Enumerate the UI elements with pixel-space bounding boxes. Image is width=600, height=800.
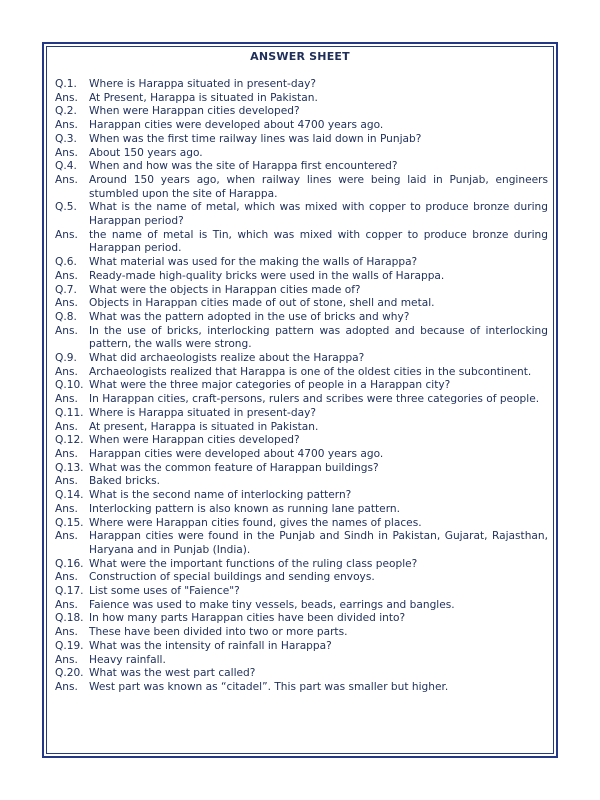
question-text: What was the pattern adopted in the use of bricks and why? <box>89 310 410 323</box>
answer-label: Ans. <box>55 146 78 159</box>
answer-row <box>55 393 548 407</box>
question-text: What was the west part called? <box>89 667 256 680</box>
question-number: Q.20. <box>55 667 84 680</box>
answer-label: Ans. <box>55 447 78 460</box>
answer-text: Construction of special buildings and sending envoys. <box>89 571 375 584</box>
question-number: Q.14. <box>55 489 84 502</box>
answer-label: Ans. <box>55 420 78 433</box>
answer-text: West part was known as “citadel”. This part was smaller but higher. <box>89 680 449 693</box>
question-text: Where is Harappa situated in present-day? <box>89 78 316 90</box>
question-text: When was the first time railway lines was laid down in Punjab? <box>89 132 422 145</box>
answer-label: Ans. <box>55 475 78 488</box>
answer-row <box>55 229 548 256</box>
answer-label: Ans. <box>55 530 78 543</box>
question-text: When were Harappan cities developed? <box>89 434 300 447</box>
question-text: Where is Harappa situated in present-day? <box>89 406 316 419</box>
answer-text: Around 150 years ago, when railway lines were being laid in Punjab, engineers stumbled upon the site of Harappa. <box>89 173 548 200</box>
question-number: Q.19. <box>55 639 84 652</box>
answer-text: Harappan cities were found in the Punjab and Sindh in Pakistan, Gujarat, Rajasthan, Haryana and in Punjab (India). <box>89 530 548 556</box>
question-number: Q.8. <box>55 310 77 323</box>
answer-row <box>55 147 548 161</box>
answer-label: Ans. <box>55 393 78 406</box>
answer-label: Ans. <box>55 502 78 515</box>
question-number: Q.15. <box>55 516 84 529</box>
answer-label: Ans. <box>55 653 78 666</box>
question-text: When and how was the site of Harappa first encountered? <box>89 160 398 173</box>
question-row <box>55 585 548 599</box>
answer-row <box>55 119 548 133</box>
answer-label: Ans. <box>55 119 78 132</box>
answer-text: At present, Harappa is situated in Pakistan. <box>89 420 319 433</box>
answer-row <box>55 448 548 462</box>
qa-list <box>55 78 548 695</box>
question-row <box>55 256 548 270</box>
question-number: Q.4. <box>55 160 77 173</box>
question-number: Q.6. <box>55 256 77 269</box>
answer-text: Faience was used to make tiny vessels, beads, earrings and bangles. <box>89 598 455 611</box>
question-number: Q.17. <box>55 585 84 598</box>
question-text: When were Harappan cities developed? <box>89 105 300 118</box>
question-row <box>55 379 548 393</box>
question-text: List some uses of "Faience"? <box>89 585 240 598</box>
answer-row <box>55 92 548 106</box>
answer-label: Ans. <box>55 680 78 693</box>
question-text: What is the name of metal, which was mixed with copper to produce bronze during Harappan period? <box>89 201 548 228</box>
question-text: What were the important functions of the ruling class people? <box>89 557 418 570</box>
question-text: What was the intensity of rainfall in Harappa? <box>89 639 332 652</box>
answer-row <box>55 681 548 695</box>
question-text: In how many parts Harappan cities have been divided into? <box>89 612 406 625</box>
question-row <box>55 201 548 228</box>
answer-label: Ans. <box>55 571 78 584</box>
answer-text: In Harappan cities, craft-persons, rulers and scribes were three categories of people. <box>89 393 540 406</box>
answer-label: Ans. <box>55 324 78 337</box>
question-number: Q.12. <box>55 434 84 447</box>
answer-text: Baked bricks. <box>89 475 160 488</box>
answer-row <box>55 654 548 668</box>
question-text: What were the objects in Harappan cities made of? <box>89 283 361 296</box>
question-row <box>55 133 548 147</box>
answer-row <box>55 174 548 201</box>
answer-text: At Present, Harappa is situated in Pakistan. <box>89 91 318 104</box>
answer-row <box>55 599 548 613</box>
answer-row <box>55 366 548 380</box>
question-number: Q.7. <box>55 283 77 296</box>
answer-text: Interlocking pattern is also known as running lane pattern. <box>89 502 400 515</box>
question-number: Q.5. <box>55 201 77 214</box>
question-row <box>55 311 548 325</box>
answer-text: Archaeologists realized that Harappa is one of the oldest cities in the subcontinent. <box>89 365 532 378</box>
answer-row <box>55 297 548 311</box>
question-number: Q.3. <box>55 132 77 145</box>
question-row <box>55 517 548 531</box>
question-row <box>55 640 548 654</box>
question-row <box>55 462 548 476</box>
answer-label: Ans. <box>55 91 78 104</box>
answer-label: Ans. <box>55 598 78 611</box>
answer-label: Ans. <box>55 269 78 282</box>
question-text: What were the three major categories of people in a Harappan city? <box>89 379 451 392</box>
answer-text: Heavy rainfall. <box>89 653 166 666</box>
question-number: Q.10. <box>55 379 84 392</box>
question-row <box>55 434 548 448</box>
question-number: Q.1. <box>55 78 77 90</box>
answer-text: About 150 years ago. <box>89 146 203 159</box>
answer-row <box>55 270 548 284</box>
answer-row <box>55 475 548 489</box>
question-row <box>55 160 548 174</box>
question-row <box>55 284 548 298</box>
question-text: What is the second name of interlocking pattern? <box>89 489 352 502</box>
answer-row <box>55 503 548 517</box>
question-row <box>55 489 548 503</box>
question-row <box>55 352 548 366</box>
answer-text: Ready-made high-quality bricks were used in the walls of Harappa. <box>89 269 445 282</box>
answer-text: Harappan cities were developed about 4700 years ago. <box>89 119 384 132</box>
answer-row <box>55 530 548 557</box>
answer-row <box>55 325 548 352</box>
question-row <box>55 667 548 681</box>
answer-label: Ans. <box>55 228 78 241</box>
question-number: Q.11. <box>55 406 84 419</box>
page-title: ANSWER SHEET <box>250 50 350 63</box>
question-text: What did archaeologists realize about the Harappa? <box>89 352 365 365</box>
question-text: Where were Harappan cities found, gives the names of places. <box>89 516 422 529</box>
question-number: Q.9. <box>55 352 77 365</box>
question-number: Q.16. <box>55 557 84 570</box>
question-row <box>55 105 548 119</box>
answer-text: In the use of bricks, interlocking pattern was adopted and because of interlocking pattern, the walls were strong. <box>89 324 548 351</box>
answer-text: Objects in Harappan cities made of out of stone, shell and metal. <box>89 297 435 310</box>
answer-label: Ans. <box>55 297 78 310</box>
answer-label: Ans. <box>55 626 78 639</box>
answer-row <box>55 571 548 585</box>
answer-row <box>55 626 548 640</box>
question-number: Q.13. <box>55 461 84 474</box>
answer-label: Ans. <box>55 173 78 186</box>
question-row <box>55 407 548 421</box>
answer-label: Ans. <box>55 365 78 378</box>
answer-text: These have been divided into two or more parts. <box>89 626 348 639</box>
answer-text: Harappan cities were developed about 4700 years ago. <box>89 447 384 460</box>
question-row <box>55 612 548 626</box>
question-number: Q.2. <box>55 105 77 118</box>
question-number: Q.18. <box>55 612 84 625</box>
answer-row <box>55 421 548 435</box>
question-text: What material was used for the making the walls of Harappa? <box>89 256 418 269</box>
question-row <box>55 78 548 92</box>
question-text: What was the common feature of Harappan buildings? <box>89 461 379 474</box>
answer-text: the name of metal is Tin, which was mixed with copper to produce bronze during Harappan period. <box>89 228 548 255</box>
question-row <box>55 558 548 572</box>
